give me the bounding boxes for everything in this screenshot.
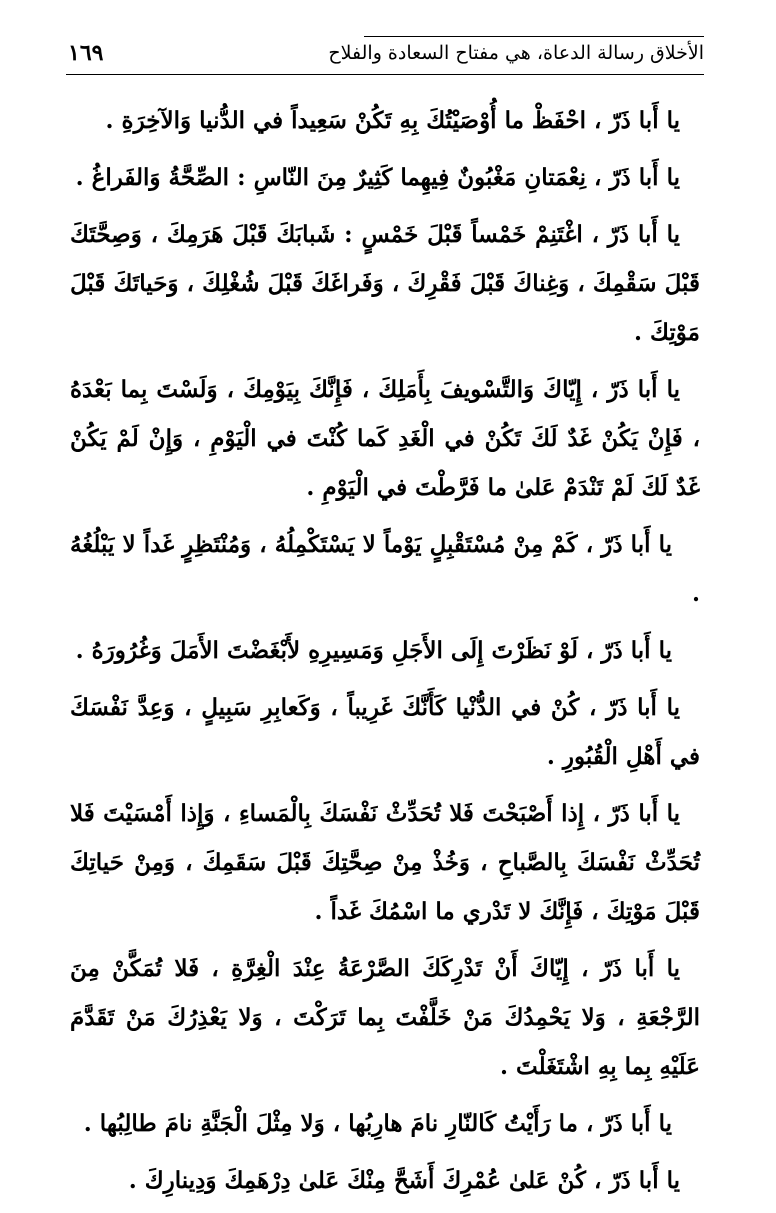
paragraph-5: يا أَبا ذَرّ ، كَمْ مِنْ مُسْتَقْبِلٍ يَوْماً لا يَسْتَكْمِلُهُ ، وَمُنْتَظِرٍ غَداً لا يَبْلُغُهُ . bbox=[70, 531, 700, 607]
page-number: ١٦٩ bbox=[68, 40, 104, 66]
page-header bbox=[66, 36, 704, 76]
paragraph-7: يا أَبا ذَرّ ، كُنْ في الدُّنْيا كَأَنَّكَ غَرِيباً ، وَكَعابِرِ سَبِيلٍ ، وَعِدَّ نَفْسَكَ في أَهْلِ الْقُبُورِ . bbox=[70, 694, 700, 770]
paragraph-2: يا أَبا ذَرّ ، نِعْمَتانِ مَغْبُونٌ فِيهِما كَثِيرٌ مِنَ النّاسِ : الصِّحَّةُ وَالفَراغُ . bbox=[75, 164, 680, 191]
paragraph-8: يا أَبا ذَرّ ، إِذا أَصْبَحْتَ فَلا تُحَدِّثْ نَفْسَكَ بِالْمَساءِ ، وَإِذا أَمْسَيْتَ فَلا تُحَدِّثْ نَفْسَكَ بِالصَّباحِ ، وَخُذْ مِنْ صِحَّتِكَ قَبْلَ سَقَمِكَ ، وَمِنْ حَياتِكَ قَبْلَ مَوْتِكَ ، فَإِنَّكَ لا تَدْري ما اسْمُكَ غَداً . bbox=[70, 800, 700, 925]
paragraph-1: يا أَبا ذَرّ ، احْفَظْ ما أُوْصَيْتُكَ بِهِ تَكُنْ سَعِيداً في الدُّنيا وَالآخِرَةِ . bbox=[105, 107, 680, 134]
paragraph-6: يا أَبا ذَرّ ، لَوْ نَظَرْتَ إِلَى الأَجَلِ وَمَسِيرِهِ لأَبْغَضْتَ الأَمَلَ وَغُرُورَهُ . bbox=[75, 637, 672, 664]
running-title: الأخلاق رسالة الدعاة، هي مفتاح السعادة والفلاح bbox=[328, 42, 704, 64]
paragraph-10: يا أَبا ذَرّ ، ما رَأَيْتُ كَالنّارِ نامَ هارِبُها ، وَلا مِثْلَ الْجَنَّةِ نامَ طالِبُها . bbox=[83, 1110, 672, 1137]
paragraph-4: يا أَبا ذَرّ ، إِيّاكَ وَالتَّسْويفَ بِأَمَلِكَ ، فَإِنَّكَ بِيَوْمِكَ ، وَلَسْتَ بِما بَعْدَهُ ، فَإِنْ يَكُنْ غَدٌ لَكَ تَكُنْ في الْغَدِ كَما كُنْتَ في الْيَوْمِ ، وَإِنْ لَمْ يَكُنْ غَدٌ لَكَ لَمْ تَنْدَمْ عَلىٰ ما فَرَّطْتَ في الْيَوْمِ . bbox=[70, 376, 700, 501]
body-text bbox=[70, 96, 700, 1213]
paragraph-9: يا أَبا ذَرّ ، إِيّاكَ أَنْ تَدْرِكَكَ الصَّرْعَةُ عِنْدَ الْغِرَّةِ ، فَلا تُمَكَّنْ مِنَ الرَّجْعَةِ ، وَلا يَحْمِدُكَ مَنْ خَلَّفْتَ بِما تَرَكْتَ ، وَلا يَعْذِرُكَ مَنْ تَقَدَّمَ عَلَيْهِ بِما بِهِ اشْتَغَلْتَ . bbox=[70, 955, 700, 1080]
paragraph-3: يا أَبا ذَرّ ، اغْتَنِمْ خَمْساً قَبْلَ خَمْسٍ : شَبابَكَ قَبْلَ هَرَمِكَ ، وَصِحَّتَكَ قَبْلَ سَقْمِكَ ، وَغِناكَ قَبْلَ فَقْرِكَ ، وَفَراغَكَ قَبْلَ شُغْلِكَ ، وَحَياتَكَ قَبْلَ مَوْتِكَ . bbox=[70, 221, 700, 346]
header-top-rule bbox=[364, 36, 704, 37]
paragraph-11: يا أَبا ذَرّ ، كُنْ عَلىٰ عُمْرِكَ أَشَحَّ مِنْكَ عَلىٰ دِرْهَمِكَ وَدِينارِكَ . bbox=[128, 1167, 680, 1194]
header-rule bbox=[66, 74, 704, 75]
